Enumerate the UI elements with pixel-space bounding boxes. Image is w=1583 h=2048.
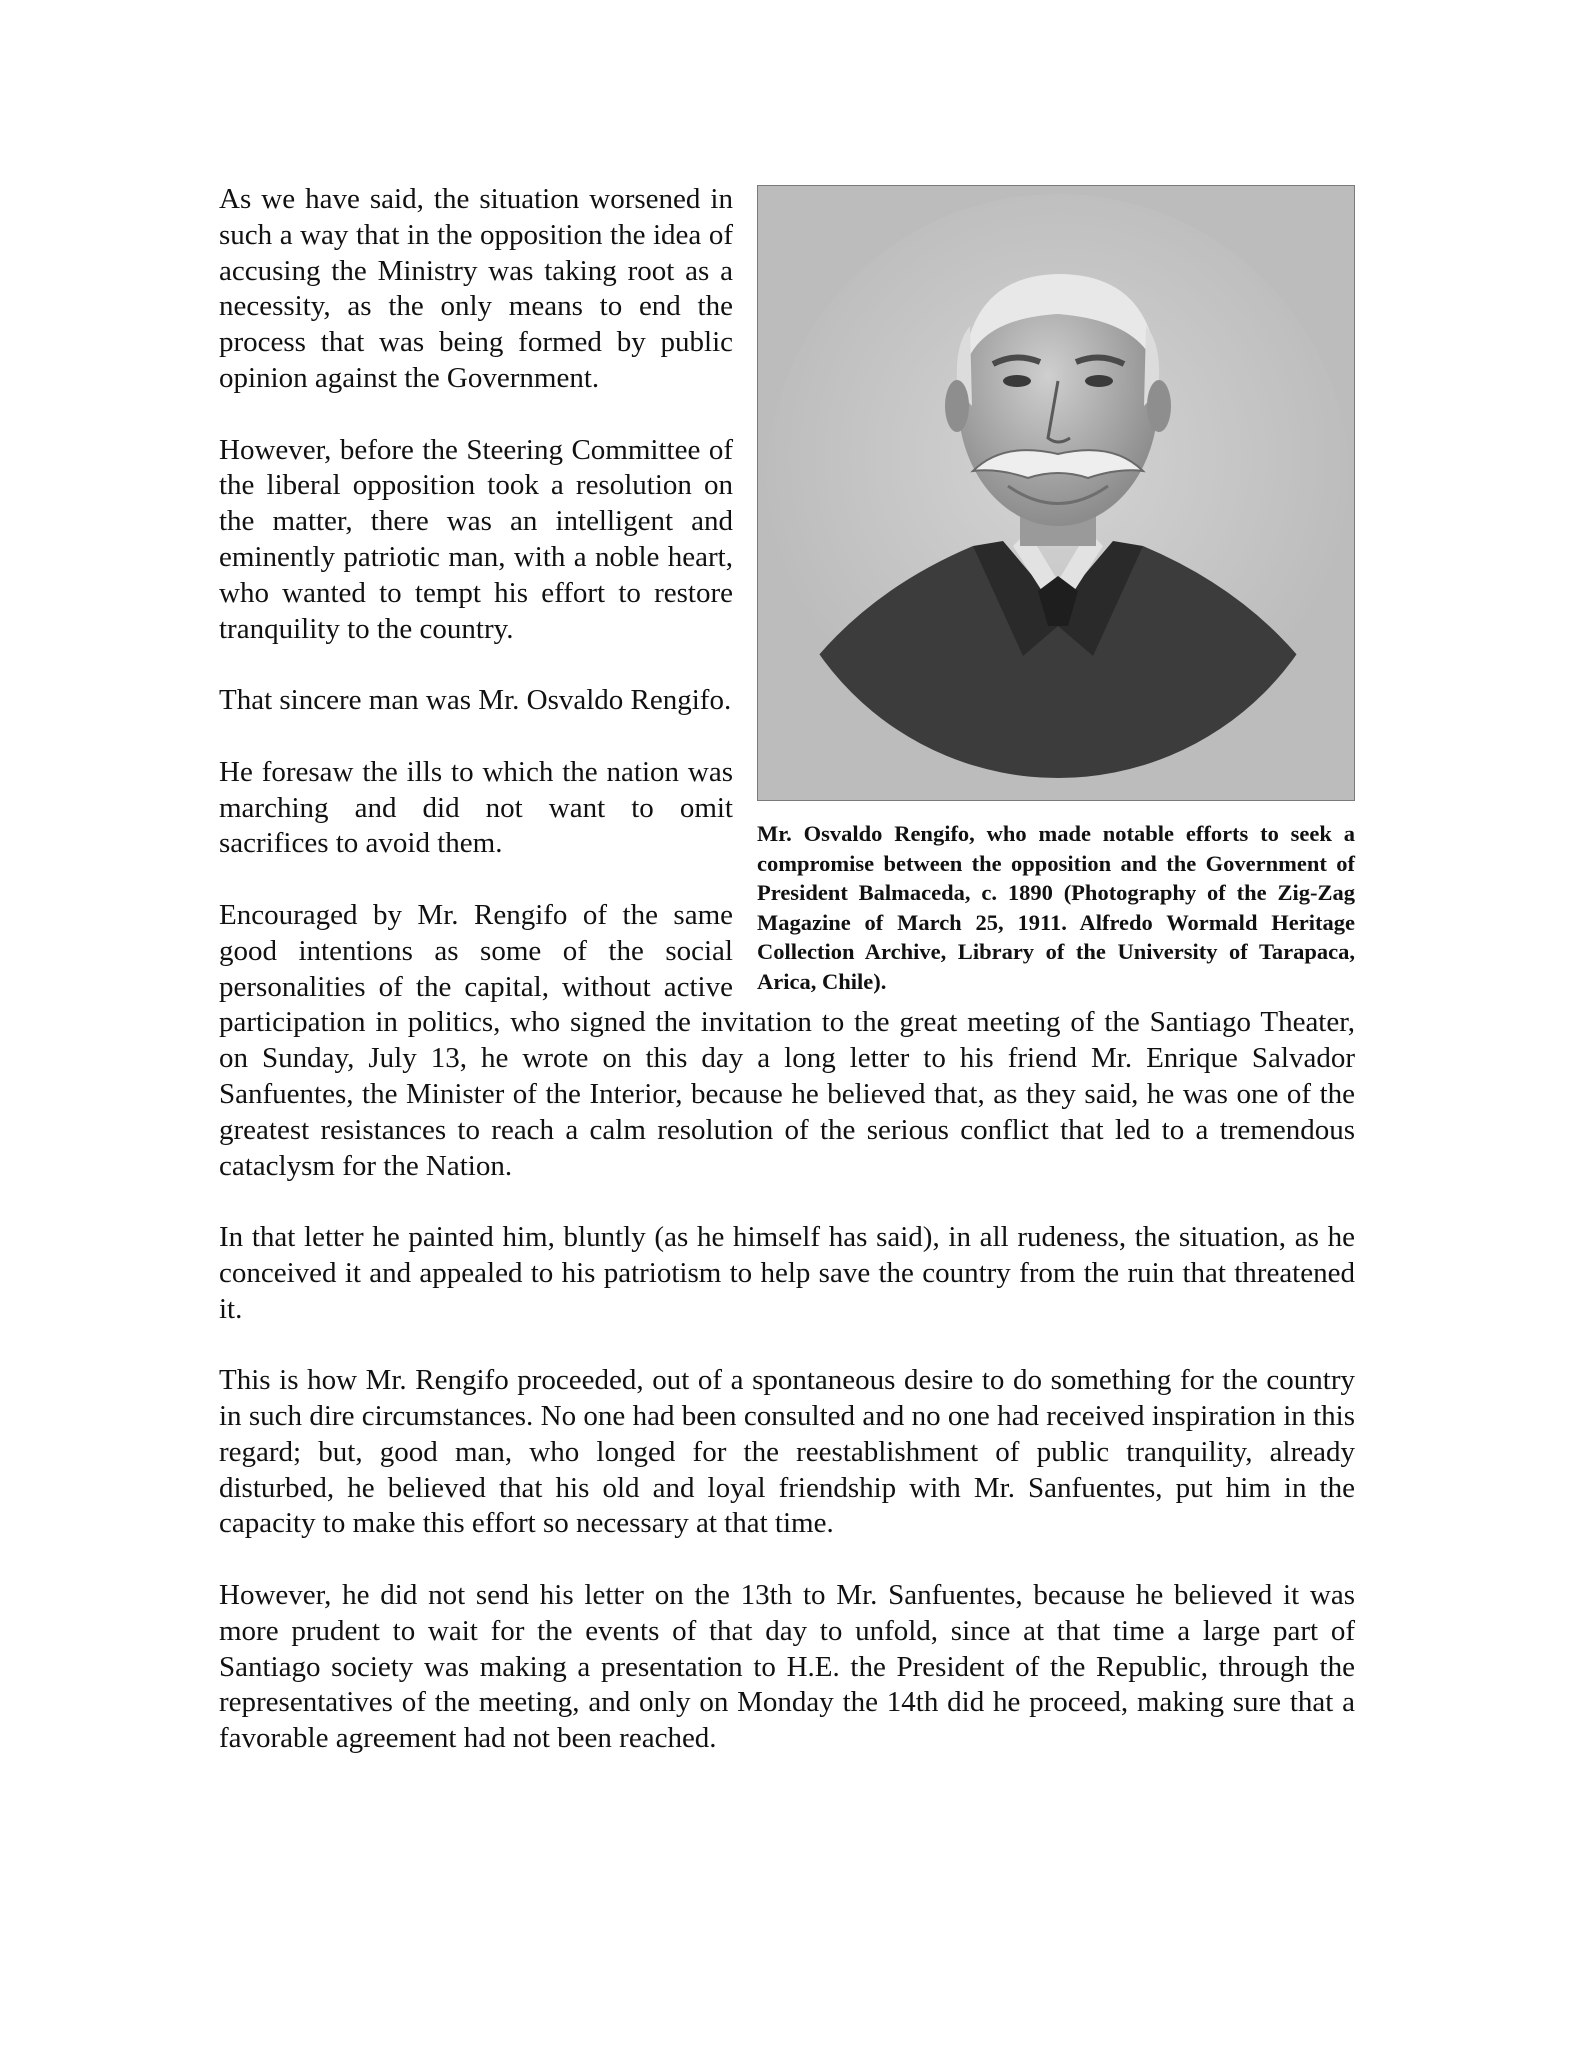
body-text (219, 182, 1355, 1793)
paragraph-1: As we have said, the situation worsened in such a way that in the opposition the idea of accusing the Ministry was taking root as a necessity, as the only means to end the process that was being formed by public opinion against the Government. (219, 183, 733, 394)
portrait-photograph-icon (758, 186, 1354, 800)
paragraph-2: However, before the Steering Committee of the liberal opposition took a resolution on the matter, there was an intelligent and eminently patriotic man, with a noble heart, who wanted to tempt his effort to restore tranquility to the country. (219, 433, 733, 645)
figure-caption: Mr. Osvaldo Rengifo, who made notable efforts to seek a compromise between the opposition and the Government of President Balmaceda, c. 1890 (Photography of the Zig-Zag Magazine of March 25, 1911. Alfredo Wormald Heritage Collection Archive, Library of the University of Tarapaca, Arica, Chile). (757, 821, 1355, 994)
paragraph-6: In that letter he painted him, bluntly (as he himself has said), in all rudeness, the situation, as he conceived it and appealed to his patriotism to help save the country from the ruin that threatened it. (219, 1221, 1355, 1325)
paragraph-5: Encouraged by Mr. Rengifo of the same good intentions as some of the social personalities of the capital, without active participation in politics, who signed the invitation to the great meeting of the Santiago Theater, on Sunday, July 13, he wrote on this day a long letter to his friend Mr. Enrique Salvador Sanfuentes, the Minister of the Interior, because he believed that, as they said, he was one of the greatest resistances to reach a calm resolution of the serious conflict that led to a tremendous cataclysm for the Nation. (219, 898, 1355, 1182)
portrait-photo (757, 185, 1355, 801)
paragraph-3: That sincere man was Mr. Osvaldo Rengifo. (219, 684, 732, 717)
paragraph-7: This is how Mr. Rengifo proceeded, out of a spontaneous desire to do something for the country in such dire circumstances. No one had been consulted and no one had received inspiration in this regard; but, good man, who longed for the reestablishment of public tranquility, already disturbed, he believed that his old and loyal friendship with Mr. Sanfuentes, put him in the capacity to make this effort so necessary at that time. (219, 1364, 1355, 1540)
portrait-figure (757, 185, 1355, 997)
paragraph-8: However, he did not send his letter on the 13th to Mr. Sanfuentes, because he believed it was more prudent to wait for the events of that day to unfold, since at that time a large part of Santiago society was making a presentation to H.E. the President of the Republic, through the representatives of the meeting, and only on Monday the 14th did he proceed, making sure that a favorable agreement had not been reached. (219, 1579, 1355, 1755)
paragraph-4: He foresaw the ills to which the nation was marching and did not want to omit sacrifices to avoid them. (219, 755, 733, 860)
